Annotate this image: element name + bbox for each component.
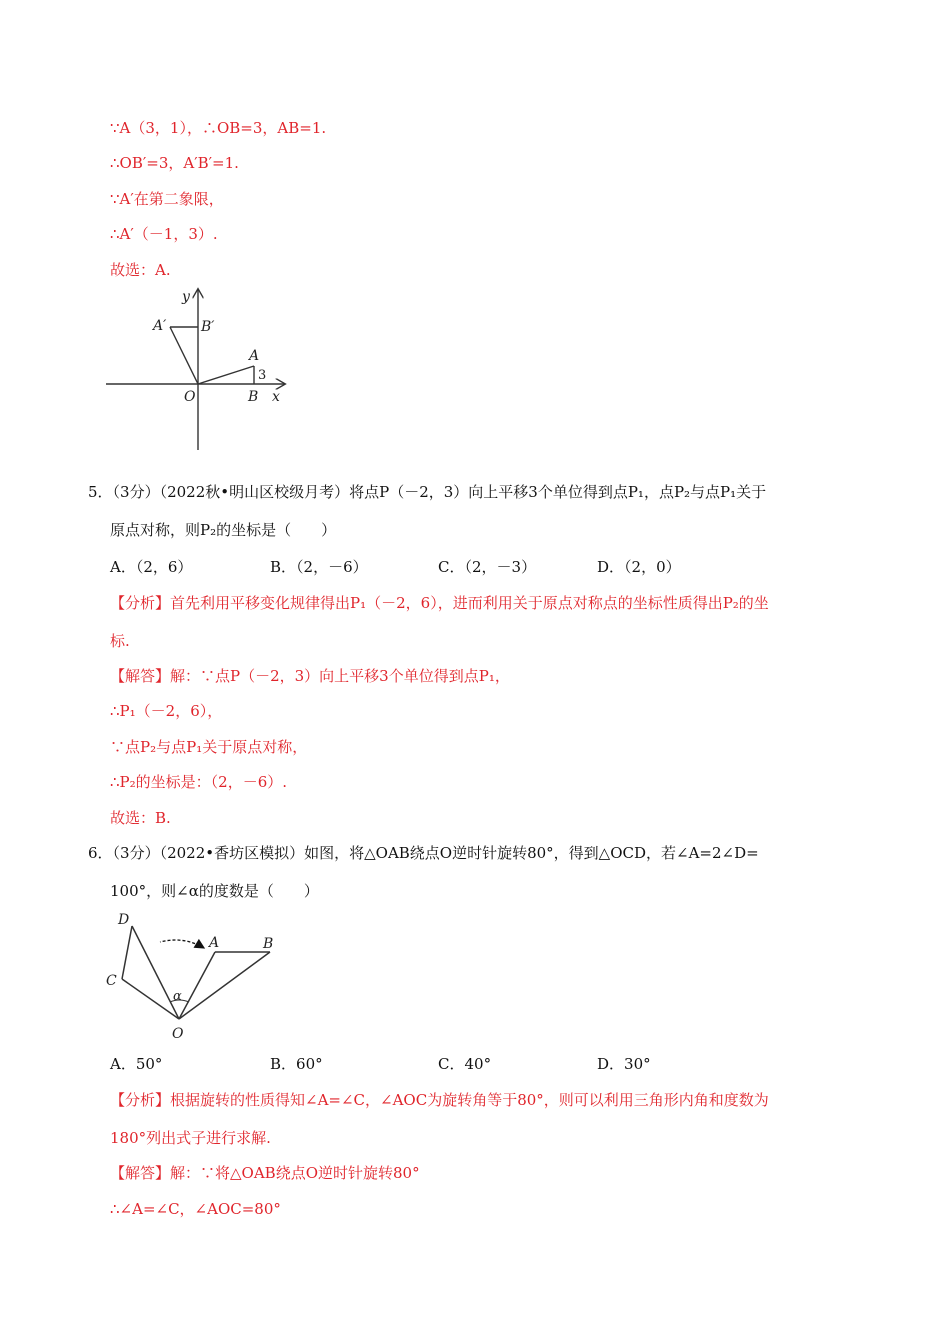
q5-option-d: D．（2，0） <box>597 558 681 576</box>
prev-solution-line-5: 故选：A. <box>110 261 171 279</box>
q5-answer-line-4: ∴P₂的坐标是：（2，－6）. <box>110 773 288 791</box>
q5-analysis-line-2: 标. <box>110 632 130 650</box>
coordinate-figure <box>100 284 300 456</box>
label-c: C <box>106 973 117 989</box>
label-alpha: α <box>173 989 182 1004</box>
q5-option-a: A．（2，6） <box>110 558 193 576</box>
q6-option-b: B．60° <box>270 1055 323 1073</box>
q6-stem-line-2: 100°，则∠α的度数是（ ） <box>110 882 319 900</box>
q6-option-d: D．30° <box>597 1055 651 1073</box>
q5-answer-line-5: 故选：B. <box>110 809 171 827</box>
q5-answer-line-1: 【解答】解：∵点P（－2，3）向上平移3个单位得到点P₁， <box>110 667 510 685</box>
q5-stem-line-1: 5．（3分）（2022秋•明山区校级月考）将点P（－2，3）向上平移3个单位得到点P₁，点P₂与点P₁关于 <box>88 483 767 501</box>
rotation-arrow <box>160 940 204 948</box>
label-a: A <box>249 348 260 364</box>
prev-solution-line-1: ∵A（3，1），∴OB=3，AB=1. <box>110 119 327 137</box>
q6-analysis-line-1: 【分析】根据旋转的性质得知∠A=∠C，∠AOC为旋转角等于80°，则可以利用三角形内角和度数为 <box>110 1091 769 1109</box>
prev-solution-line-4: ∴A′（－1，3）. <box>110 225 218 243</box>
label-three: 3 <box>258 368 267 383</box>
q5-option-b: B．（2，－6） <box>270 558 368 576</box>
label-o: O <box>184 389 196 405</box>
q6-stem-line-1: 6．（3分）（2022•香坊区模拟）如图，将△OAB绕点O逆时针旋转80°，得到△OCD，若∠A=2∠D= <box>88 844 759 862</box>
label-b: B <box>248 389 259 405</box>
q5-stem-line-2: 原点对称，则P₂的坐标是（ ） <box>110 521 337 539</box>
label-y: y <box>182 289 190 305</box>
label-a-prime: A′ <box>153 318 167 334</box>
label-d: D <box>118 912 130 928</box>
label-b: B <box>263 936 274 952</box>
q6-answer-line-2: ∴∠A=∠C，∠AOC=80° <box>110 1200 281 1218</box>
q5-analysis-line-1: 【分析】首先利用平移变化规律得出P₁（－2，6），进而利用关于原点对称点的坐标性质得出P₂的坐 <box>110 594 769 612</box>
q6-option-a: A．50° <box>110 1055 163 1073</box>
q5-option-c: C．（2，－3） <box>438 558 537 576</box>
rotation-figure <box>100 904 286 1044</box>
label-o: O <box>172 1026 184 1042</box>
prev-solution-line-2: ∴OB′=3，A′B′=1. <box>110 154 239 172</box>
label-a: A <box>209 935 220 951</box>
q5-answer-line-3: ∵点P₂与点P₁关于原点对称， <box>110 738 308 756</box>
q6-answer-line-1: 【解答】解：∵将△OAB绕点O逆时针旋转80° <box>110 1164 420 1182</box>
q5-answer-line-2: ∴P₁（－2，6）， <box>110 702 223 720</box>
prev-solution-line-3: ∵A′在第二象限， <box>110 190 224 208</box>
q6-option-c: C．40° <box>438 1055 492 1073</box>
q6-analysis-line-2: 180°列出式子进行求解. <box>110 1129 271 1147</box>
label-x: x <box>272 389 280 405</box>
label-b-prime: B′ <box>201 319 215 335</box>
